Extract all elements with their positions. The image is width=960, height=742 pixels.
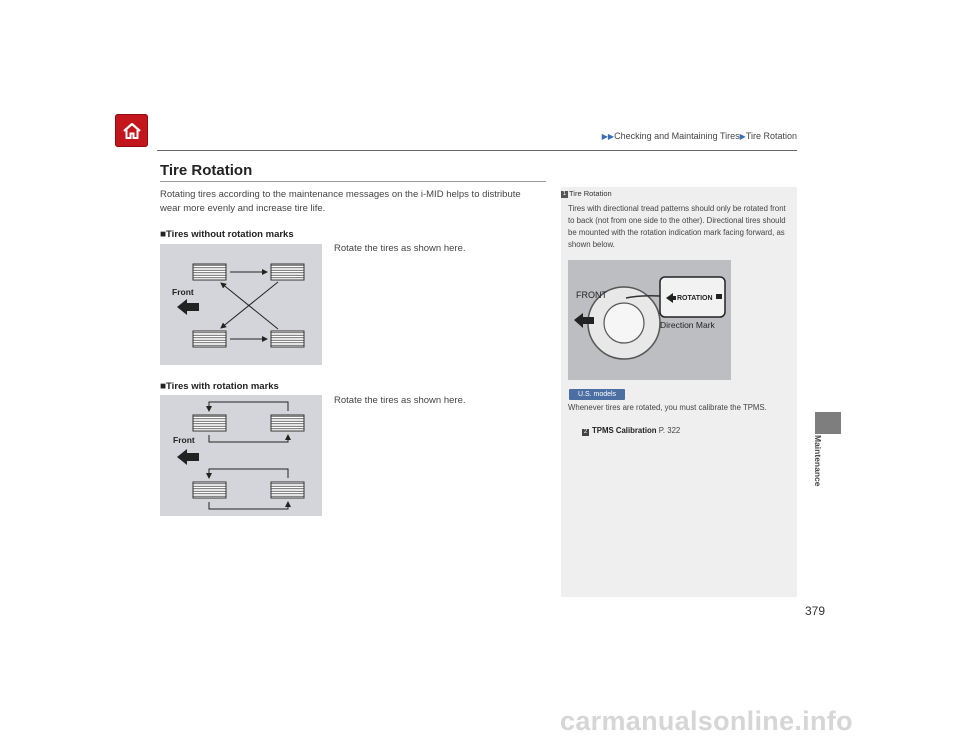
rotation-diagram-with-marks [160, 395, 322, 516]
rotation-label: ROTATION [677, 295, 713, 302]
note-text: Tires with directional tread patterns should only be rotated front to back (not from one side to the other). Directional tires should be mounted with the rotation indication mark facing forward, as shown below. [568, 204, 786, 249]
tpms-reference-link[interactable]: 2 TPMS Calibration P. 322 [583, 426, 681, 435]
home-icon [121, 121, 143, 141]
section-heading-without-marks: ■Tires without rotation marks [160, 229, 294, 240]
tire-icon [271, 331, 304, 347]
rotation-diagram-without-marks [160, 244, 322, 365]
note-title: Tire Rotation [569, 189, 612, 198]
breadcrumb-current: Tire Rotation [745, 131, 797, 141]
tire-icon [193, 415, 226, 431]
tire-icon [271, 264, 304, 280]
breadcrumb-link-section[interactable]: Checking and Maintaining Tires [614, 131, 740, 141]
front-label: Front [172, 287, 194, 297]
arrow-left-icon [177, 449, 199, 465]
tire-icon [193, 264, 226, 280]
breadcrumb-arrow-icon: ▶▶ [601, 132, 615, 141]
tire-icon [271, 415, 304, 431]
us-models-badge: U.S. models [569, 389, 625, 400]
section-tab-label [812, 432, 824, 502]
tire-icon [193, 482, 226, 498]
note-number-icon: 1 [562, 191, 567, 197]
home-button[interactable] [115, 114, 148, 147]
page-title: Tire Rotation [160, 162, 253, 179]
tire-icon [271, 482, 304, 498]
watermark: carmanualsonline.info [560, 706, 853, 736]
direction-mark-label: Direction Mark [660, 320, 715, 330]
direction-mark-photo [568, 260, 731, 380]
page-number: 379 [804, 604, 825, 618]
page-reference-icon: 2 [583, 429, 588, 435]
svg-text:Maintenance: Maintenance [813, 435, 823, 487]
breadcrumb [585, 131, 797, 141]
section-tab[interactable] [815, 412, 841, 434]
tire-icon [193, 331, 226, 347]
header-rule [157, 150, 797, 151]
intro-paragraph: Rotating tires according to the maintenance messages on the i-MID helps to distribute wear more evenly and increase tire life. [160, 189, 521, 214]
front-label: Front [173, 435, 195, 445]
title-rule [160, 181, 546, 182]
tpms-note: Whenever tires are rotated, you must calibrate the TPMS. [568, 403, 767, 412]
arrow-left-icon [177, 299, 199, 315]
breadcrumb-arrow-icon: ▶ [739, 132, 746, 141]
section-heading-with-marks: ■Tires with rotation marks [160, 381, 279, 392]
front-label: FRONT [576, 290, 607, 300]
instruction-with-marks: Rotate the tires as shown here. [334, 395, 466, 406]
instruction-without-marks: Rotate the tires as shown here. [334, 243, 466, 254]
note-heading [561, 189, 612, 198]
